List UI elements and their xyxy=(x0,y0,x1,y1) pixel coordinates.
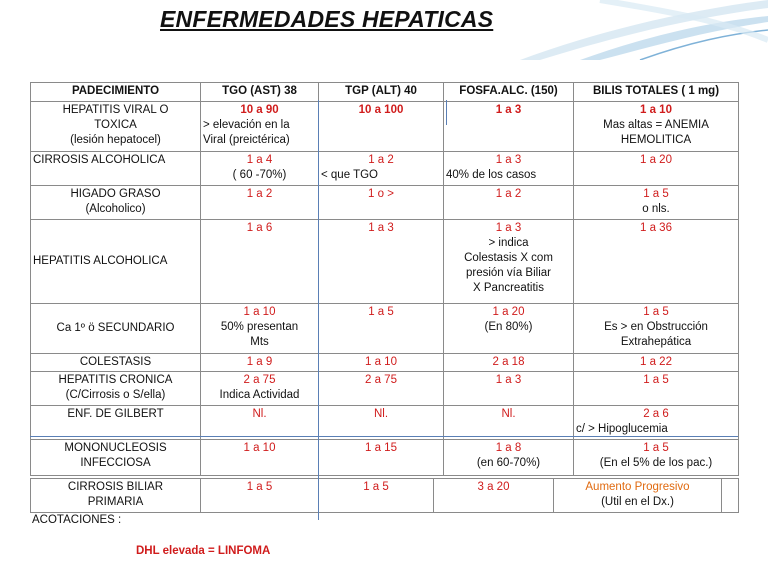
cell-fosfa: 1 a 20 (En 80%) xyxy=(444,304,574,354)
cell-tgo: 2 a 75 Indica Actividad xyxy=(201,372,319,406)
header-padecimiento: PADECIMIENTO xyxy=(31,83,201,102)
cell-padecimiento: MONONUCLEOSIS INFECCIOSA xyxy=(31,440,201,476)
table-row xyxy=(31,372,739,406)
table-row xyxy=(31,220,739,304)
cell-tgp: 1 o > xyxy=(319,186,444,220)
cell-tgp: 2 a 75 xyxy=(319,372,444,406)
cell-tgp: 1 a 3 xyxy=(319,220,444,304)
cell-bilis: 1 a 36 xyxy=(574,220,739,304)
cell-tgp: 1 a 15 xyxy=(319,440,444,476)
cell-tgp: 1 a 10 xyxy=(319,354,444,372)
liver-disease-table xyxy=(30,82,739,476)
table-row xyxy=(31,304,739,354)
cell-tgp: Nl. xyxy=(319,406,444,440)
header-bilis: BILIS TOTALES ( 1 mg) xyxy=(574,83,739,102)
cell-tgo: 1 a 4 ( 60 -70%) xyxy=(201,152,319,186)
cell-tgo: 1 a 10 xyxy=(201,440,319,476)
cell-tgo: 1 a 5 xyxy=(201,479,319,513)
cell-bilis: 1 a 5 xyxy=(574,372,739,406)
page-title: ENFERMEDADES HEPATICAS xyxy=(160,6,494,32)
cell-padecimiento: Ca 1º ö SECUNDARIO xyxy=(31,304,201,354)
notes-label: ACOTACIONES : xyxy=(32,514,122,526)
cell-tgo: 10 a 90 > elevación en la Viral (preictérica) xyxy=(201,102,319,152)
cell-padecimiento: HEPATITIS CRONICA (C/Cirrosis o S/ella) xyxy=(31,372,201,406)
cell-tgo: Nl. xyxy=(201,406,319,440)
table-row xyxy=(31,186,739,220)
cell-tgo: 1 a 6 xyxy=(201,220,319,304)
cell-padecimiento: HEPATITIS VIRAL O TOXICA (lesión hepatocel) xyxy=(31,102,201,152)
table-row xyxy=(31,152,739,186)
header-fosfa: FOSFA.ALC. (150) xyxy=(444,83,574,102)
cell-bilis: 1 a 10 Mas altas = ANEMIA HEMOLITICA xyxy=(574,102,739,152)
horizontal-divider-line xyxy=(30,436,738,437)
cell-padecimiento: COLESTASIS xyxy=(31,354,201,372)
cell-padecimiento: CIRROSIS ALCOHOLICA xyxy=(31,152,201,186)
cell-padecimiento: ENF. DE GILBERT xyxy=(31,406,201,440)
cell-bilis: 1 a 5 (En el 5% de los pac.) xyxy=(574,440,739,476)
table-row xyxy=(31,102,739,152)
table-row xyxy=(31,354,739,372)
cell-fosfa: 1 a 2 xyxy=(444,186,574,220)
vertical-divider-line xyxy=(318,100,319,520)
cell-fosfa: 2 a 18 xyxy=(444,354,574,372)
cell-tgp: 10 a 100 xyxy=(319,102,444,152)
cell-tgo: 1 a 9 xyxy=(201,354,319,372)
cell-tgo: 1 a 2 xyxy=(201,186,319,220)
cirrosis-biliar-table xyxy=(30,478,739,513)
vertical-divider-line xyxy=(446,100,447,125)
cell-bilis: Aumento Progresivo (Util en el Dx.) xyxy=(554,479,722,513)
header-tgo: TGO (AST) 38 xyxy=(201,83,319,102)
cell-fosfa: 1 a 8 (en 60-70%) xyxy=(444,440,574,476)
cell-bilis: 2 a 6 c/ > Hipoglucemia xyxy=(574,406,739,440)
cell-fosfa: 1 a 3 xyxy=(444,372,574,406)
table-row xyxy=(31,479,739,513)
cell-empty xyxy=(722,479,739,513)
table-header-row xyxy=(31,83,739,102)
cell-tgp: 1 a 5 xyxy=(319,479,434,513)
cell-padecimiento: HIGADO GRASO (Alcoholico) xyxy=(31,186,201,220)
cell-bilis: 1 a 5 o nls. xyxy=(574,186,739,220)
cell-fosfa: 1 a 3 xyxy=(444,102,574,152)
cell-fosfa: Nl. xyxy=(444,406,574,440)
dhl-note: DHL elevada = LINFOMA xyxy=(136,545,271,557)
cell-padecimiento: HEPATITIS ALCOHOLICA xyxy=(31,220,201,304)
cell-fosfa: 3 a 20 xyxy=(434,479,554,513)
table-row xyxy=(31,440,739,476)
cell-fosfa: 1 a 3 40% de los casos xyxy=(444,152,574,186)
cell-fosfa: 1 a 3 > indica Colestasis X com presión vía Biliar X Pancreatitis xyxy=(444,220,574,304)
cell-bilis: 1 a 22 xyxy=(574,354,739,372)
cell-tgp: 1 a 2 < que TGO xyxy=(319,152,444,186)
cell-padecimiento: CIRROSIS BILIAR PRIMARIA xyxy=(31,479,201,513)
cell-bilis: 1 a 20 xyxy=(574,152,739,186)
header-tgp: TGP (ALT) 40 xyxy=(319,83,444,102)
cell-tgp: 1 a 5 xyxy=(319,304,444,354)
table-row xyxy=(31,406,739,440)
cell-tgo: 1 a 10 50% presentan Mts xyxy=(201,304,319,354)
cell-bilis: 1 a 5 Es > en Obstrucción Extrahepática xyxy=(574,304,739,354)
